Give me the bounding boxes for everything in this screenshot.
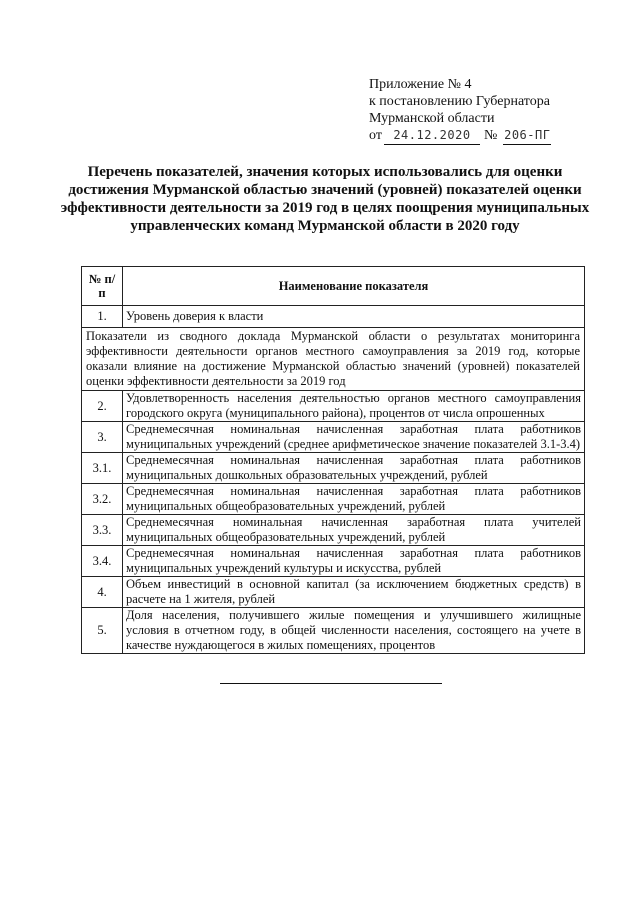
appendix-region: Мурманской области: [369, 111, 495, 126]
row-text: Доля населения, получившего жилые помещения и улучшившего жилищные условия в отчетном году, в общей численности населения, состоящего на учете в качестве нуждающегося в жилых помещениях, процентов: [123, 608, 585, 654]
row-text: Среднемесячная номинальная начисленная заработная плата учителей муниципальных общеобразовательных учреждений, рублей: [123, 515, 585, 546]
from-label: от: [369, 128, 382, 143]
row-num: 5.: [82, 608, 123, 654]
row-num: 1.: [82, 306, 123, 328]
row-text: Объем инвестиций в основной капитал (за исключением бюджетных средств) в расчете на 1 жителя, рублей: [123, 577, 585, 608]
group-text: Показатели из сводного доклада Мурманской области о результатах мониторинга эффективности деятельности органов местного самоуправления за 2019 год, которые оказали влияние на достижение Мурманской областью значений (уровней) показателей оценки эффективности деятельности за 2019 год: [82, 328, 585, 391]
appendix-block: [369, 76, 619, 145]
row-text: Уровень доверия к власти: [123, 306, 585, 328]
header-name: Наименование показателя: [123, 267, 585, 306]
document-title: Перечень показателей, значения которых использовались для оценки достижения Мурманской областью значений (уровней) показателей оценки эффективности деятельности за 2019 год в целях поощрения муниципальных управленческих команд Мурманской области в 2020 году: [60, 164, 590, 234]
document-date: 24.12.2020: [384, 127, 480, 145]
table-row: [82, 484, 585, 515]
row-text: Среднемесячная номинальная начисленная заработная плата работников муниципальных учреждений (среднее арифметическое значение показателей 3.1-3.4): [123, 422, 585, 453]
table-row: [82, 422, 585, 453]
table-row: [82, 306, 585, 328]
indicators-table: [81, 266, 585, 654]
row-text: Среднемесячная номинальная начисленная заработная плата работников муниципальных дошкольных образовательных учреждений, рублей: [123, 453, 585, 484]
document-number: 206-ПГ: [503, 127, 551, 145]
table-row: [82, 391, 585, 422]
table-row: [82, 515, 585, 546]
row-text: Среднемесячная номинальная начисленная заработная плата работников муниципальных общеобразовательных учреждений, рублей: [123, 484, 585, 515]
closing-separator-line: [220, 683, 442, 684]
table-row: [82, 453, 585, 484]
row-num: 3.2.: [82, 484, 123, 515]
header-num-label: № п/п: [88, 272, 116, 300]
appendix-resolution-ref: к постановлению Губернатора: [369, 94, 550, 109]
row-num: 4.: [82, 577, 123, 608]
table-row: [82, 608, 585, 654]
row-num: 2.: [82, 391, 123, 422]
row-text: Удовлетворенность населения деятельностью органов местного самоуправления городского округа (муниципального района), процентов от числа опрошенных: [123, 391, 585, 422]
row-text: Среднемесячная номинальная начисленная заработная плата работников муниципальных учреждений культуры и искусства, рублей: [123, 546, 585, 577]
row-num: 3.1.: [82, 453, 123, 484]
row-num: 3.: [82, 422, 123, 453]
appendix-number: Приложение № 4: [369, 77, 472, 92]
appendix-date-row: [369, 127, 619, 145]
table-row: [82, 546, 585, 577]
header-num: [82, 267, 123, 306]
table-row: [82, 577, 585, 608]
table-header-row: [82, 267, 585, 306]
row-num: 3.4.: [82, 546, 123, 577]
row-num: 3.3.: [82, 515, 123, 546]
number-label: №: [483, 128, 498, 143]
table-group-row: [82, 328, 585, 391]
